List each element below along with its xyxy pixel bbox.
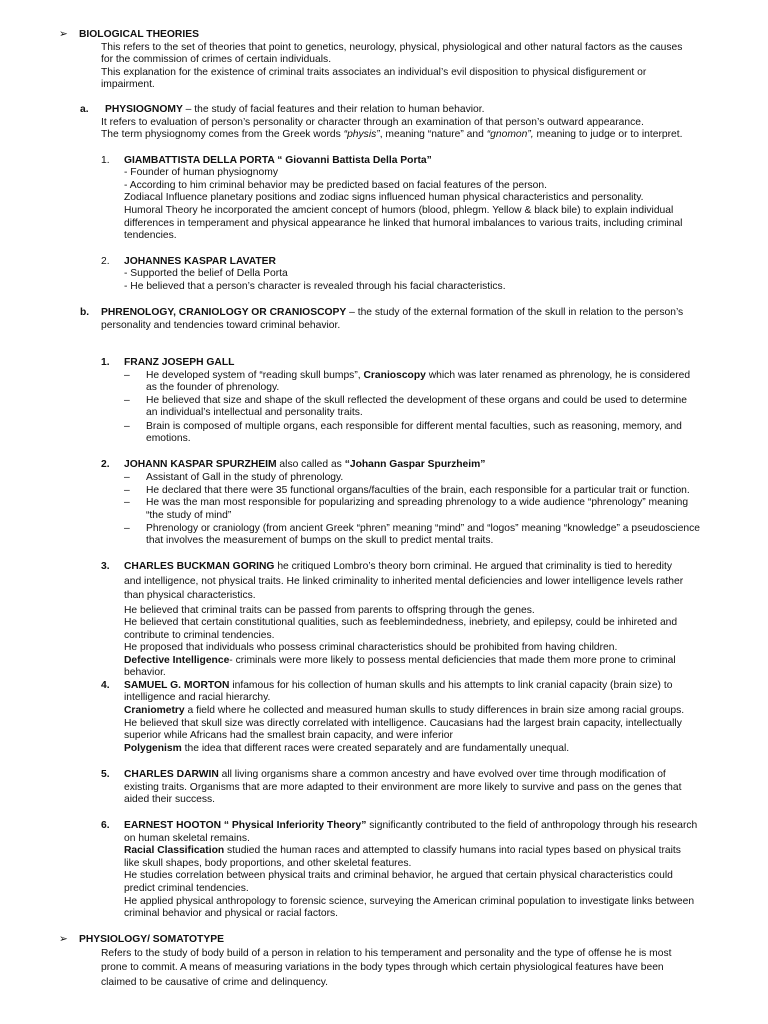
phrenology-line-2: personality and tendencies toward criminal behavior. — [101, 320, 341, 331]
text: the idea that different races were created separately and are fundamentally unequal. — [181, 743, 570, 754]
text: - criminals were more likely to possess mental deficiencies that made them more prone to criminal — [229, 655, 676, 666]
dash-bullet: – — [124, 485, 130, 496]
dash-bullet: – — [124, 472, 130, 483]
gall-point-1-cont: as the founder of phrenology. — [146, 382, 280, 393]
arrow-bullet-icon: ➢ — [59, 934, 68, 945]
item-number: 2. — [101, 459, 110, 470]
hooton-line — [124, 845, 681, 857]
text: meaning to judge or to interpret. — [533, 129, 683, 140]
goring-line-1 — [124, 561, 672, 573]
text: which was later renamed as phrenology, he is considered — [425, 370, 691, 381]
text: He developed system of “reading skull bumps”, — [146, 370, 364, 381]
item-title-morton: SAMUEL G. MORTON — [124, 680, 230, 691]
text: he critiqued Lombro’s theory born criminal. He argued that criminality is tied to heredity — [274, 561, 673, 572]
text: studied the human races and attempted to classify humans into racial types based on physical traits — [224, 845, 681, 856]
term-defective-intelligence: Defective Intelligence — [124, 655, 230, 666]
section-intro-line-4: impairment. — [101, 79, 155, 90]
item-title-goring: CHARLES BUCKMAN GORING — [124, 561, 275, 572]
gall-point-3-cont: emotions. — [146, 433, 191, 444]
morton-line: He believed that skull size was directly correlated with intelligence. Caucasians had the largest brain capacity, intellectually — [124, 718, 682, 729]
darwin-line-1 — [124, 769, 666, 781]
section-title-physiology: PHYSIOLOGY/ SOMATOTYPE — [79, 934, 224, 945]
morton-line — [124, 743, 569, 755]
item-number: 2. — [101, 256, 110, 267]
physiognomy-line-3 — [101, 129, 683, 141]
greek-word-physis: “physis” — [343, 129, 380, 140]
spurzheim-point-3: He was the man most responsible for popularizing and spreading phrenology to a wide audience “phrenology” meaning — [146, 497, 689, 508]
goring-line: contribute to criminal tendencies. — [124, 630, 275, 641]
name: JOHANN KASPAR SPURZHEIM — [124, 459, 277, 470]
item-title-gall: FRANZ JOSEPH GALL — [124, 357, 235, 368]
goring-line — [124, 655, 676, 667]
physiognomy-title: PHYSIOGNOMY — [105, 104, 183, 115]
item-title-spurzheim — [124, 459, 485, 471]
text: significantly contributed to the field of anthropology through his research — [366, 820, 698, 831]
morton-line-1 — [124, 680, 672, 692]
item-number: 1. — [101, 357, 110, 368]
section-title-biological-theories: BIOLOGICAL THEORIES — [79, 29, 199, 40]
item-number: 3. — [101, 561, 110, 572]
term-racial-classification: Racial Classification — [124, 845, 225, 856]
physiognomy-line-2: It refers to evaluation of person’s personality or character through an examination of that person’s outward appearance. — [101, 117, 644, 128]
goring-line: He proposed that individuals who possess criminal characteristics should be prohibited from having children. — [124, 642, 618, 653]
definition-text: the study of facial features and their relation to human behavior. — [194, 104, 485, 115]
darwin-line: existing traits. Organisms that are more adapted to their environment are more likely to survive and pass on the genes that — [124, 782, 682, 793]
term-craniometry: Craniometry — [124, 705, 185, 716]
goring-line: He believed that certain constitutional qualities, such as feeblemindedness, inebriety, and epilepsy, could be inhireted and — [124, 617, 678, 628]
separator: – — [346, 307, 358, 318]
text: infamous for his collection of human skulls and his attempts to link cranial capacity (brain size) to — [229, 680, 673, 691]
della-porta-line: Humoral Theory he incorporated the amcient concept of humors (blood, phlegm. Yellow & black bile) to explain individual — [124, 205, 674, 216]
morton-line: intelligence and racial hierarchy. — [124, 692, 271, 703]
della-porta-line: differences in temperament and physical appearance he linked that humoral imbalances to various traits, including criminal — [124, 218, 683, 229]
text: all living organisms share a common ancestry and have evolved over time through modification of — [218, 769, 666, 780]
text: also called as — [276, 459, 345, 470]
section-intro-line-1 — [101, 42, 734, 54]
item-number: 5. — [101, 769, 110, 780]
term-cranioscopy: Cranioscopy — [363, 370, 426, 381]
term-polygenism: Polygenism — [124, 743, 182, 754]
subsection-marker-b: b. — [80, 307, 90, 318]
lavater-line: - He believed that a person’s character is revealed through his facial characteristics. — [124, 281, 506, 292]
spurzheim-point-4: Phrenology or craniology (from ancient Greek “phren” meaning “mind” and “logos” meaning “knowledge” a pseudoscience — [146, 523, 701, 534]
greek-word-gnomon: “gnomon”, — [486, 129, 534, 140]
hooton-line: on human skeletal remains. — [124, 833, 250, 844]
phrenology-title: PHRENOLOGY, CRANIOLOGY OR CRANIOSCOPY — [101, 307, 347, 318]
goring-line: behavior. — [124, 667, 166, 678]
della-porta-line: - According to him criminal behavior may be predicted based on facial features of the person. — [124, 180, 547, 191]
gall-point-1 — [146, 370, 690, 382]
spurzheim-point-2: He declared that there were 35 functional organs/faculties of the brain, each responsible for a particular trait or function. — [146, 485, 690, 496]
dash-bullet: – — [124, 497, 130, 508]
section-intro-line-2: for the commission of crimes of certain individuals. — [101, 54, 332, 65]
dash-bullet: – — [124, 370, 130, 381]
definition-text: the study of the external formation of the skull in relation to the person’s — [357, 307, 684, 318]
alias: “Johann Gaspar Spurzheim” — [344, 459, 486, 470]
spurzheim-point-1: Assistant of Gall in the study of phrenology. — [146, 472, 344, 483]
item-title-lavater: JOHANNES KASPAR LAVATER — [124, 256, 276, 267]
dash-bullet: – — [124, 523, 130, 534]
physiology-line: Refers to the study of body build of a person in relation to his temperament and personality and the type of offense he is most — [101, 948, 672, 959]
separator: – — [182, 104, 195, 115]
item-number: 1. — [101, 155, 110, 166]
item-number: 4. — [101, 680, 110, 691]
arrow-bullet-icon: ➢ — [59, 29, 68, 40]
gall-point-2-cont: an individual’s intellectual and personality traits. — [146, 407, 363, 418]
spurzheim-point-4-cont: that involves the measurement of bumps on the skull to predict mental traits. — [146, 535, 494, 546]
text: , meaning “nature” and — [379, 129, 487, 140]
text: The term physiognomy comes from the Greek words — [101, 129, 344, 140]
goring-line: He believed that criminal traits can be passed from parents to offspring through the genes. — [124, 605, 535, 616]
lavater-line: - Supported the belief of Della Porta — [124, 268, 288, 279]
gall-point-2: He believed that size and shape of the skull reflected the development of these organs and could be used to determine — [146, 395, 687, 406]
physiognomy-definition — [105, 104, 484, 116]
hooton-line: He studies correlation between physical traits and criminal behavior, he argued that certain physical characteristics could — [124, 870, 673, 881]
physiology-line: claimed to be causative of crime and delinquency. — [101, 977, 329, 988]
phrenology-definition — [101, 307, 683, 319]
item-title-della-porta: GIAMBATTISTA DELLA PORTA “ Giovanni Battista Della Porta” — [124, 155, 432, 166]
text: This refers to the set of theories that point to genetics, neurology, physical, physiological and other natural factors as the causes — [101, 42, 683, 53]
dash-bullet: – — [124, 421, 130, 432]
morton-line — [124, 705, 684, 717]
physiology-line: prone to commit. A means of measuring variations in the body types through which certain physiological features have been — [101, 962, 664, 973]
goring-line: than physical characteristics. — [124, 590, 256, 601]
goring-line: and intelligence, not physical traits. He linked criminality to inherited mental deficiencies and lower intelligence levels rather — [124, 576, 684, 587]
subsection-marker-a: a. — [80, 104, 89, 115]
darwin-line: aided their success. — [124, 794, 216, 805]
hooton-line: predict criminal tendencies. — [124, 883, 249, 894]
item-title-hooton: EARNEST HOOTON “ Physical Inferiority Theory” — [124, 820, 367, 831]
hooton-line: He applied physical anthropology to forensic science, surveying the American criminal population to investigate links between — [124, 896, 695, 907]
hooton-line-1 — [124, 820, 697, 832]
spurzheim-point-3-cont: “the study of mind” — [146, 510, 232, 521]
della-porta-line: Zodiacal Influence planetary positions and zodiac signs influenced human physical characteristics and personality. — [124, 192, 644, 203]
morton-line: superior while Africans had the smallest brain capacity, and were inferior — [124, 730, 453, 741]
hooton-line: like skull shapes, body proportions, and other skeletal features. — [124, 858, 412, 869]
section-intro-line-3: This explanation for the existence of criminal traits associates an individual’s evil disposition to physical disfigurement or — [101, 67, 647, 78]
dash-bullet: – — [124, 395, 130, 406]
item-title-darwin: CHARLES DARWIN — [124, 769, 219, 780]
della-porta-line: - Founder of human physiognomy — [124, 167, 278, 178]
hooton-line: criminal behavior and physical or racial factors. — [124, 908, 339, 919]
text: a field where he collected and measured human skulls to study differences in brain size among racial groups. — [184, 705, 685, 716]
della-porta-line: tendencies. — [124, 230, 177, 241]
gall-point-3: Brain is composed of multiple organs, each responsible for different mental faculties, such as reasoning, memory, and — [146, 421, 682, 432]
item-number: 6. — [101, 820, 110, 831]
